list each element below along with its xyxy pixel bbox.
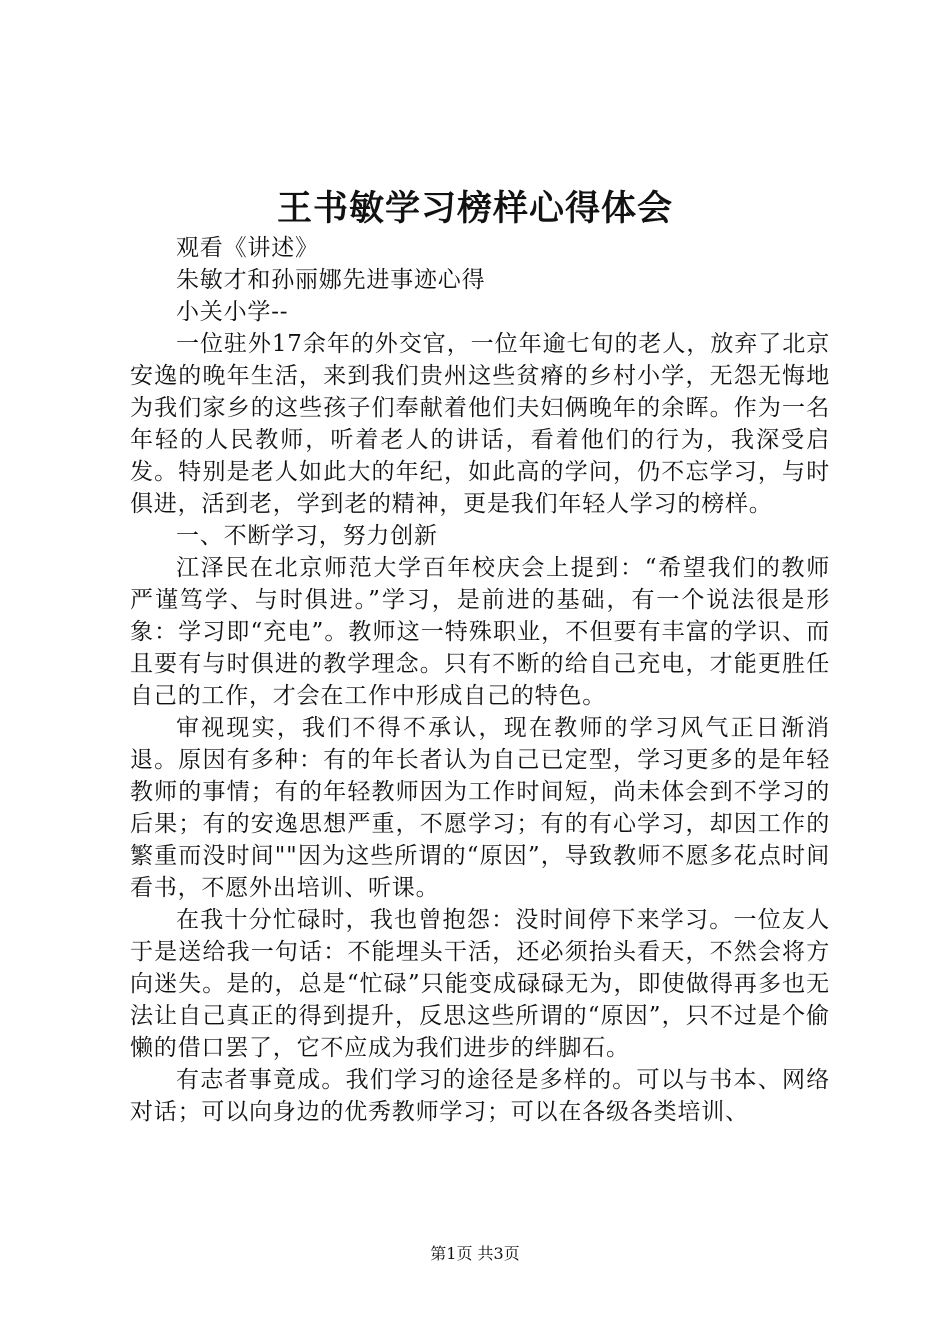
paragraph-reality: 审视现实，我们不得不承认，现在教师的学习风气正日渐消退。原因有多种：有的年长者认为自己已定型，学习更多的是年轻教师的事情；有的年轻教师因为工作时间短，尚未体会到不学习的后果；有的安逸思想严重，不愿学习；有的有心学习，却因工作的繁重而没时间""因为这些所谓的“原因”，导致教师不愿多花点时间看书，不愿外出培训、听课。 <box>130 715 830 901</box>
school-name: 小关小学-- <box>176 299 289 325</box>
paragraph-intro: 一位驻外17余年的外交官，一位年逾七旬的老人，放弃了北京安逸的晚年生活，来到我们贵州这些贫瘠的乡村小学，无怨无悔地为我们家乡的这些孩子们奉献着他们夫妇俩晚年的余晖。作为一名年轻的人民教师，听着老人的讲话，看着他们的行为，我深受启发。特别是老人如此大的年纪，如此高的学问，仍不忘学习，与时俱进，活到老，学到老的精神，更是我们年轻人学习的榜样。 <box>130 331 830 517</box>
paragraph-learning: 江泽民在北京师范大学百年校庆会上提到：“希望我们的教师严谨笃学、与时俱进。”学习，是前进的基础，有一个说法很是形象：学习即“充电”。教师这一特殊职业，不但要有丰富的学识、而且要有与时俱进的教学理念。只有不断的给自己充电，才能更胜任自己的工作，才会在工作中形成自己的特色。 <box>130 555 830 709</box>
paragraph-busy: 在我十分忙碌时，我也曾抱怨：没时间停下来学习。一位友人于是送给我一句话：不能埋头干活，还必须抬头看天，不然会将方向迷失。是的，总是“忙碌”只能变成碌碌无为，即使做得再多也无法让自己真正的得到提升，反思这些所谓的“原因”，只不过是个偷懒的借口罢了，它不应成为我们进步的绊脚石。 <box>130 907 830 1061</box>
document-body <box>130 232 830 1128</box>
subtitle-topic: 朱敏才和孙丽娜先进事迹心得 <box>176 267 486 293</box>
page-footer: 第1页 共3页 <box>430 1244 520 1263</box>
section-heading: 一、不断学习，努力创新 <box>176 523 438 549</box>
subtitle-program: 观看《讲述》 <box>176 235 319 261</box>
paragraph-methods: 有志者事竟成。我们学习的途径是多样的。可以与书本、网络对话；可以向身边的优秀教师学习；可以在各级各类培训、 <box>130 1067 830 1125</box>
document-title: 王书敏学习榜样心得体会 <box>276 188 673 229</box>
